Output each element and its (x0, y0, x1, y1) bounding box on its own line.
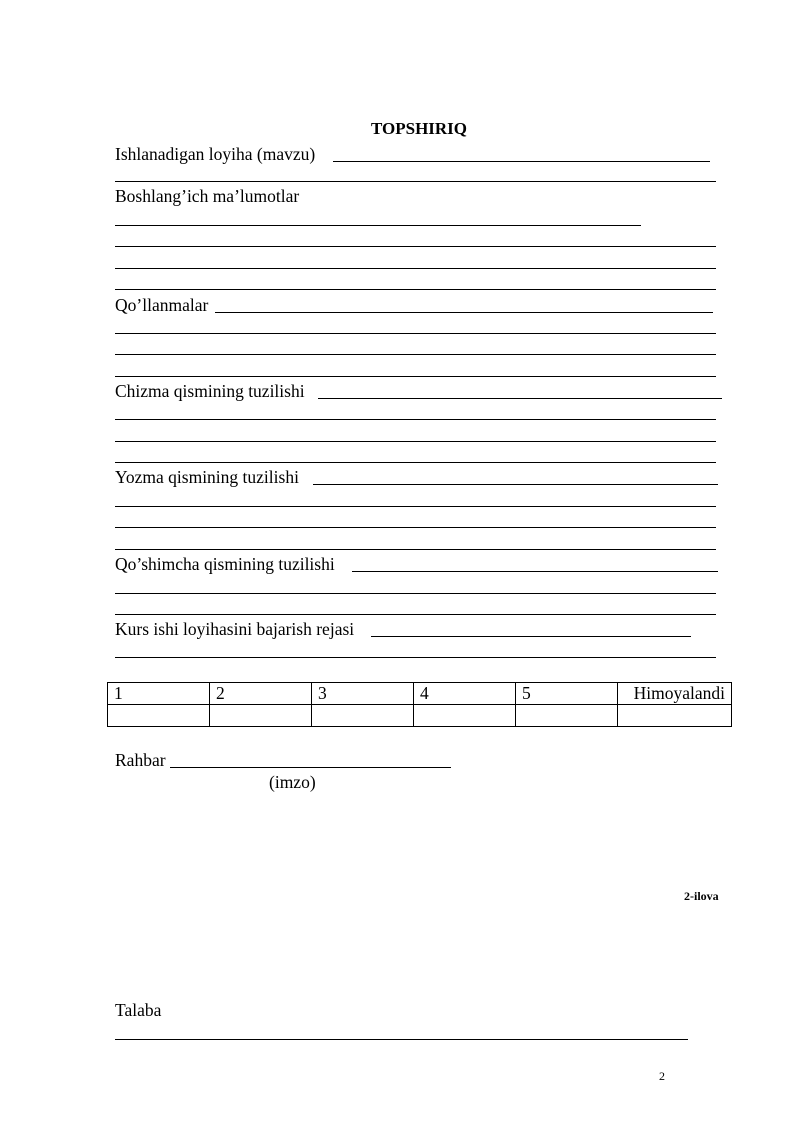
project-topic-label: Ishlanadigan loyiha (mavzu) (115, 144, 316, 164)
student-label: Talaba (115, 1000, 162, 1020)
table-header-cell: 5 (516, 683, 618, 705)
table-cell (516, 705, 618, 727)
table-header-row (108, 683, 732, 705)
fill-line (115, 614, 716, 615)
table-header-cell: 3 (312, 683, 414, 705)
page-number: 2 (659, 1069, 665, 1083)
table-header-cell: 1 (108, 683, 210, 705)
table-cell (108, 705, 210, 727)
table-header-cell: 2 (210, 683, 312, 705)
drawing-part-label: Chizma qismining tuzilishi (115, 381, 305, 401)
signature-note: (imzo) (269, 772, 316, 792)
appendix-label: 2-ilova (684, 889, 719, 903)
fill-line (115, 549, 716, 550)
page-title: TOPSHIRIQ (370, 119, 468, 138)
table-cell (414, 705, 516, 727)
schedule-table (107, 682, 732, 727)
fill-line (115, 181, 716, 182)
table-cell (312, 705, 414, 727)
supervisor-label: Rahbar (115, 750, 166, 770)
fill-line (115, 527, 716, 528)
table-header-cell: 4 (414, 683, 516, 705)
fill-line (115, 462, 716, 463)
fill-line (215, 312, 713, 313)
table-cell (210, 705, 312, 727)
fill-line (318, 398, 722, 399)
table-cell (618, 705, 732, 727)
fill-line (115, 225, 641, 226)
signature-line (170, 767, 451, 768)
fill-line (115, 333, 716, 334)
written-part-label: Yozma qismining tuzilishi (115, 467, 299, 487)
fill-line (352, 571, 718, 572)
fill-line (371, 636, 691, 637)
table-header-cell: Himoyalandi (618, 683, 732, 705)
manuals-label: Qo’llanmalar (115, 295, 209, 315)
fill-line (115, 268, 716, 269)
plan-label: Kurs ishi loyihasini bajarish rejasi (115, 619, 355, 639)
initial-data-label: Boshlang’ich ma’lumotlar (115, 186, 300, 206)
fill-line (115, 354, 716, 355)
table-row (108, 705, 732, 727)
fill-line (115, 506, 716, 507)
fill-line (115, 441, 716, 442)
fill-line (333, 161, 710, 162)
student-line (115, 1039, 688, 1040)
fill-line (313, 484, 718, 485)
fill-line (115, 376, 716, 377)
fill-line (115, 657, 716, 658)
fill-line (115, 246, 716, 247)
fill-line (115, 419, 716, 420)
fill-line (115, 593, 716, 594)
fill-line (115, 289, 716, 290)
additional-part-label: Qo’shimcha qismining tuzilishi (115, 554, 335, 574)
